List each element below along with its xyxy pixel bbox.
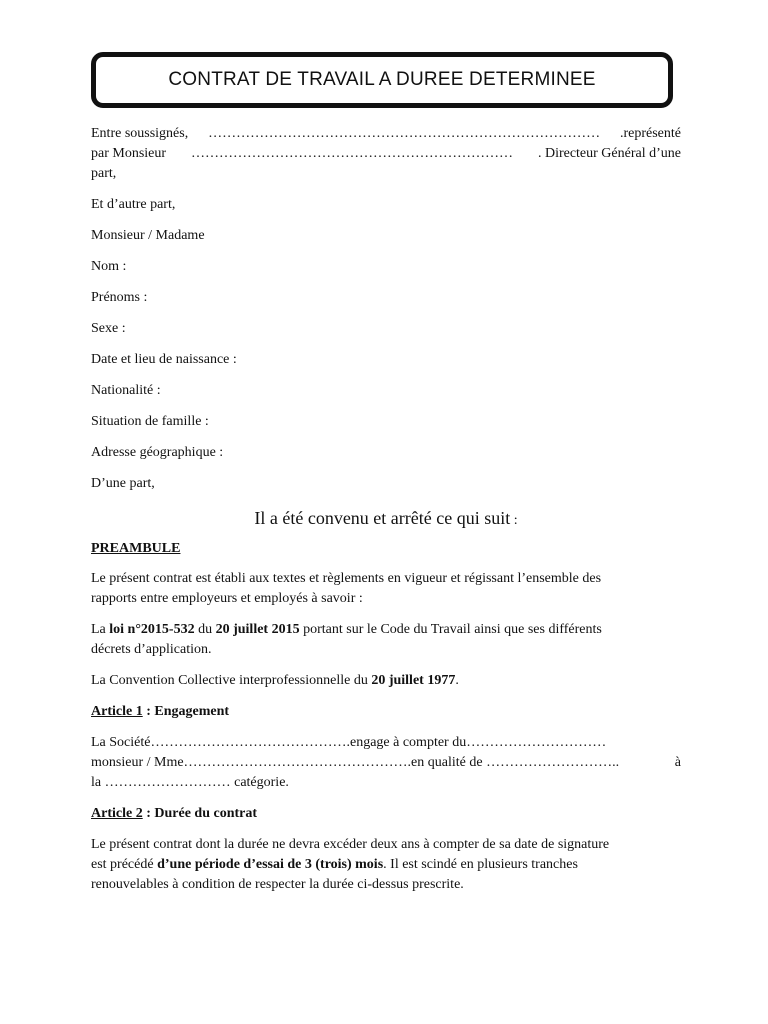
document-body [91,124,681,895]
text: à [674,755,681,770]
text: portant sur le Code du Travail ainsi que ses différents [299,622,602,637]
field-adresse: Adresse géographique : [91,445,224,460]
preambule-p1-line2: rapports entre employeurs et employés à savoir : [91,591,363,606]
article2-heading [91,804,681,824]
article2-line2 [91,855,681,875]
text: La Convention Collective interprofessionnelle du [91,673,372,688]
article1-heading [91,702,681,722]
law-date: 20 juillet 2015 [215,622,300,637]
text: la [91,775,102,790]
fill-dots: ……………………………………. [150,735,350,750]
article2-label: Article 2 [91,806,143,821]
field-situation: Situation de famille : [91,414,209,429]
text: La [91,622,110,637]
title-box [91,52,673,108]
trial-period: d’une période d’essai de 3 (trois) mois [157,857,384,872]
intro-text: . Directeur Général d’une [537,146,681,161]
text: engage à compter du [349,735,467,750]
preambule-p3 [91,671,681,691]
preambule-p1-line1: Le présent contrat est établi aux textes et règlements en vigueur et régissant l’ensemble des [91,571,602,586]
text: en qualité de [411,755,483,770]
fill-dots: ………………………………………………………………………… [208,126,601,141]
text: . [455,673,459,688]
fill-dots: …………………………………………………………… [191,146,513,161]
field-nom: Nom : [91,259,127,274]
article1-line3 [91,773,681,793]
article2-title: Durée du contrat [154,806,258,821]
agreed-heading [91,506,681,533]
article1-line2 [91,753,681,773]
intro-text: Entre soussignés, [91,126,189,141]
article1-label: Article 1 [91,704,143,719]
field-civility: Monsieur / Madame [91,228,205,243]
text: . Il est scindé en plusieurs tranches [383,857,578,872]
intro-text: .représenté [619,126,681,141]
preambule-heading [91,539,681,559]
intro-text: par Monsieur [91,146,167,161]
convention-date: 20 juillet 1977 [371,673,456,688]
document-title: CONTRAT DE TRAVAIL A DUREE DETERMINEE [168,69,596,90]
article2-colon: : [142,806,155,821]
field-naissance: Date et lieu de naissance : [91,352,237,367]
text: est précédé [91,857,158,872]
one-party: D’une part, [91,476,155,491]
article2-line3: renouvelables à condition de respecter la durée ci-dessus prescrite. [91,877,464,892]
text: monsieur / Mme [91,755,184,770]
agreed-heading-colon: : [510,513,518,528]
fill-dots: ………………………… [466,735,607,750]
article2-line1: Le présent contrat dont la durée ne devra excéder deux ans à compter de sa date de signature [91,837,610,852]
agreed-heading-text: Il a été convenu et arrêté ce qui suit [254,508,511,528]
preambule-p2-line2: décrets d’application. [91,642,212,657]
intro-line-1 [91,124,681,144]
text: du [194,622,216,637]
text [91,753,619,773]
field-prenoms: Prénoms : [91,290,148,305]
article1-colon: : [142,704,155,719]
fill-dots: ……………………….. [486,755,620,770]
field-nationalite: Nationalité : [91,383,161,398]
fill-dots: …………………………………………. [183,755,412,770]
text: catégorie. [234,775,289,790]
preambule-title: PREAMBULE [91,541,181,556]
text [91,733,606,753]
article1-line1 [91,733,681,753]
article1-title: Engagement [154,704,230,719]
intro-line-2 [91,144,681,164]
field-sexe: Sexe : [91,321,126,336]
preambule-p2-line1 [91,620,681,640]
text: La Société [91,735,151,750]
intro-line-3: part, [91,166,117,181]
other-party: Et d’autre part, [91,197,176,212]
fill-dots: ……………………… [104,775,231,790]
law-ref: loi n°2015-532 [109,622,195,637]
